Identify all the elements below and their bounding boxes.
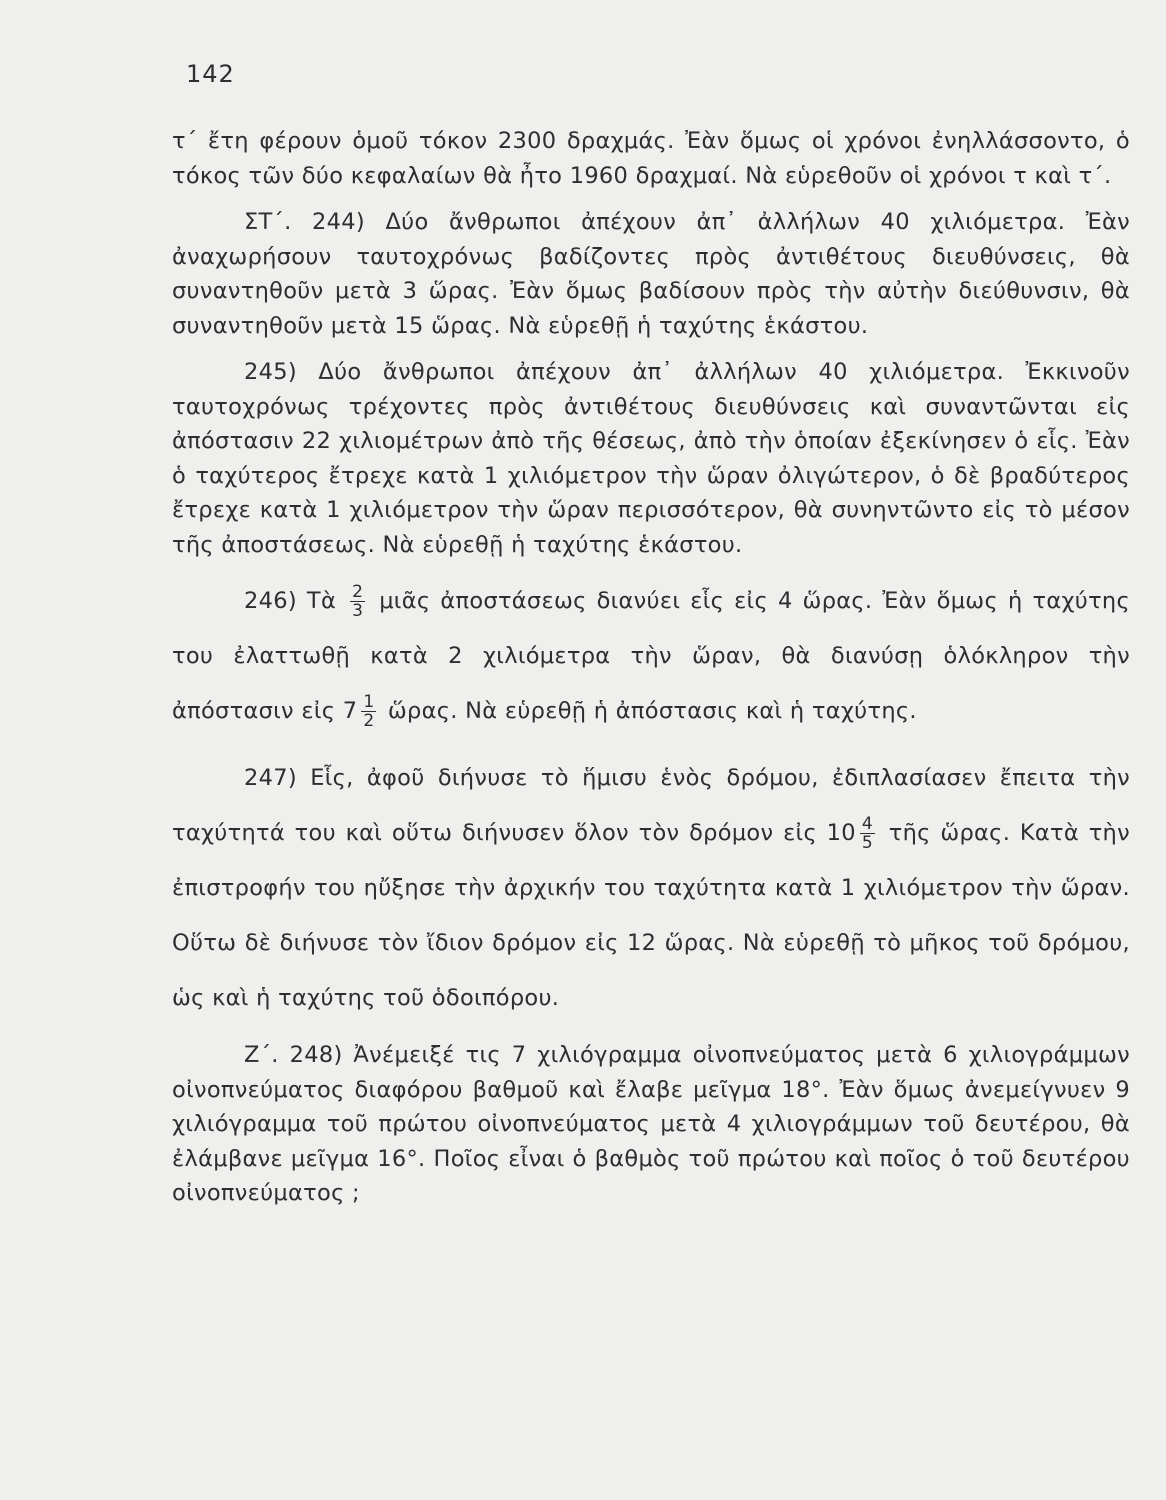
fraction-denominator: 2 [363, 711, 375, 731]
problem-245: 245) Δύο ἄνθρωποι ἀπέχουν ἀπ᾽ ἀλλήλων 40 χιλιόμετρα. Ἐκκινοῦν ταυτοχρόνως τρέχοντες πρὸς ἀντιθέτους διευθύνσεις καὶ συναντῶνται εἰς ἀπόστασιν 22 χιλιομέτρων ἀπὸ τῆς θέσεως, ἀπὸ τὴν ὁποίαν ἐξεκίνησεν ὁ εἷς. Ἐὰν ὁ ταχύτερος ἔτρεχε κατὰ 1 χιλιόμετρον τὴν ὥραν ὀλιγώτερον, ὁ δὲ βραδύτερος ἔτρεχε κατὰ 1 χιλιόμετρον τὴν ὥραν περισσότερον, θὰ συνηντῶντο εἰς τὸ μέσον τῆς ἀποστάσεως. Νὰ εὑρεθῇ ἡ ταχύτης ἑκάστου. [172, 359, 1130, 558]
problem-248: Ζ΄. 248) Ἀνέμειξέ τις 7 χιλιόγραμμα οἰνοπνεύματος μετὰ 6 χιλιογράμμων οἰνοπνεύματος διαφόρου βαθμοῦ καὶ ἔλαβε μεῖγμα 18°. Ἐὰν ὅμως ἀνεμείγνυεν 9 χιλιόγραμμα τοῦ πρώτου οἰνοπνεύματος μετὰ 4 χιλιογράμμων τοῦ δευτέρου, θὰ ἐλάμβανε μεῖγμα 16°. Ποῖος εἶναι ὁ βαθμὸς τοῦ πρώτου καὶ ποῖος ὁ τοῦ δευτέρου οἰνοπνεύματος ; [172, 1042, 1130, 1206]
problem-247-text-2: τῆς ὥρας. Κατὰ τὴν ἐπιστροφήν του ηὔξησε τὴν ἀρχικήν του ταχύτητα κατὰ 1 χιλιόμετρον τὴν ὥραν. Οὕτω δὲ διήνυσε τὸν ἴδιον δρόμον εἰς 12 ὥρας. Νὰ εὑρεθῇ τὸ μῆκος τοῦ δρόμου, ὡς καὶ ἡ ταχύτης τοῦ ὁδοιπόρου. [172, 820, 1130, 1011]
problem-246-text-1: 246) Τὰ [244, 588, 337, 614]
problem-246 [172, 574, 1130, 739]
page-body [172, 124, 1130, 1211]
problem-246-text-3: ὥρας. Νὰ εὑρεθῇ ἡ ἀπόστασις καὶ ἡ ταχύτης. [387, 698, 917, 724]
fraction-denominator: 3 [352, 601, 364, 621]
fraction-four-fifths [860, 815, 875, 852]
problem-247-text-1: 247) Εἷς, ἀφοῦ διήνυσε τὸ ἥμισυ ἑνὸς δρόμου, ἐδιπλασίασεν ἔπειτα τὴν ταχύτητά του καὶ οὕτω διήνυσεν ὅλον τὸν δρόμον εἰς 10 [172, 765, 1130, 846]
fraction-two-thirds [350, 583, 365, 620]
fraction-one-half [361, 693, 376, 730]
continued-paragraph: τ΄ ἔτη φέρουν ὁμοῦ τόκον 2300 δραχμάς. Ἐὰν ὅμως οἱ χρόνοι ἐνηλλάσσοντο, ὁ τόκος τῶν δύο κεφαλαίων θὰ ἦτο 1960 δραχμαί. Νὰ εὑρεθοῦν οἱ χρόνοι τ καὶ τ΄. [172, 128, 1130, 189]
page-number: 142 [186, 60, 235, 88]
problem-244: ΣΤ΄. 244) Δύο ἄνθρωποι ἀπέχουν ἀπ᾽ ἀλλήλων 40 χιλιόμετρα. Ἐὰν ἀναχωρήσουν ταυτοχρόνως βαδίζοντες πρὸς ἀντιθέτους διευθύνσεις, θὰ συναντηθοῦν μετὰ 3 ὥρας. Ἐὰν ὅμως βαδίσουν πρὸς τὴν αὐτὴν διεύθυνσιν, θὰ συναντηθοῦν μετὰ 15 ὥρας. Νὰ εὑρεθῇ ἡ ταχύτης ἑκάστου. [172, 209, 1130, 339]
fraction-numerator: 1 [363, 692, 375, 712]
fraction-numerator: 4 [861, 814, 874, 834]
problem-247 [172, 751, 1130, 1026]
problem-246-text-2: μιᾶς ἀποστάσεως διανύει εἷς εἰς 4 ὥρας. Ἐὰν ὅμως ἡ ταχύτης του ἐλαττωθῇ κατὰ 2 χιλιόμετρα τὴν ὥραν, θὰ διανύσῃ ὁλόκληρον τὴν ἀπόστασιν εἰς 7 [172, 588, 1130, 724]
fraction-numerator: 2 [352, 582, 364, 602]
fraction-denominator: 5 [861, 833, 874, 853]
